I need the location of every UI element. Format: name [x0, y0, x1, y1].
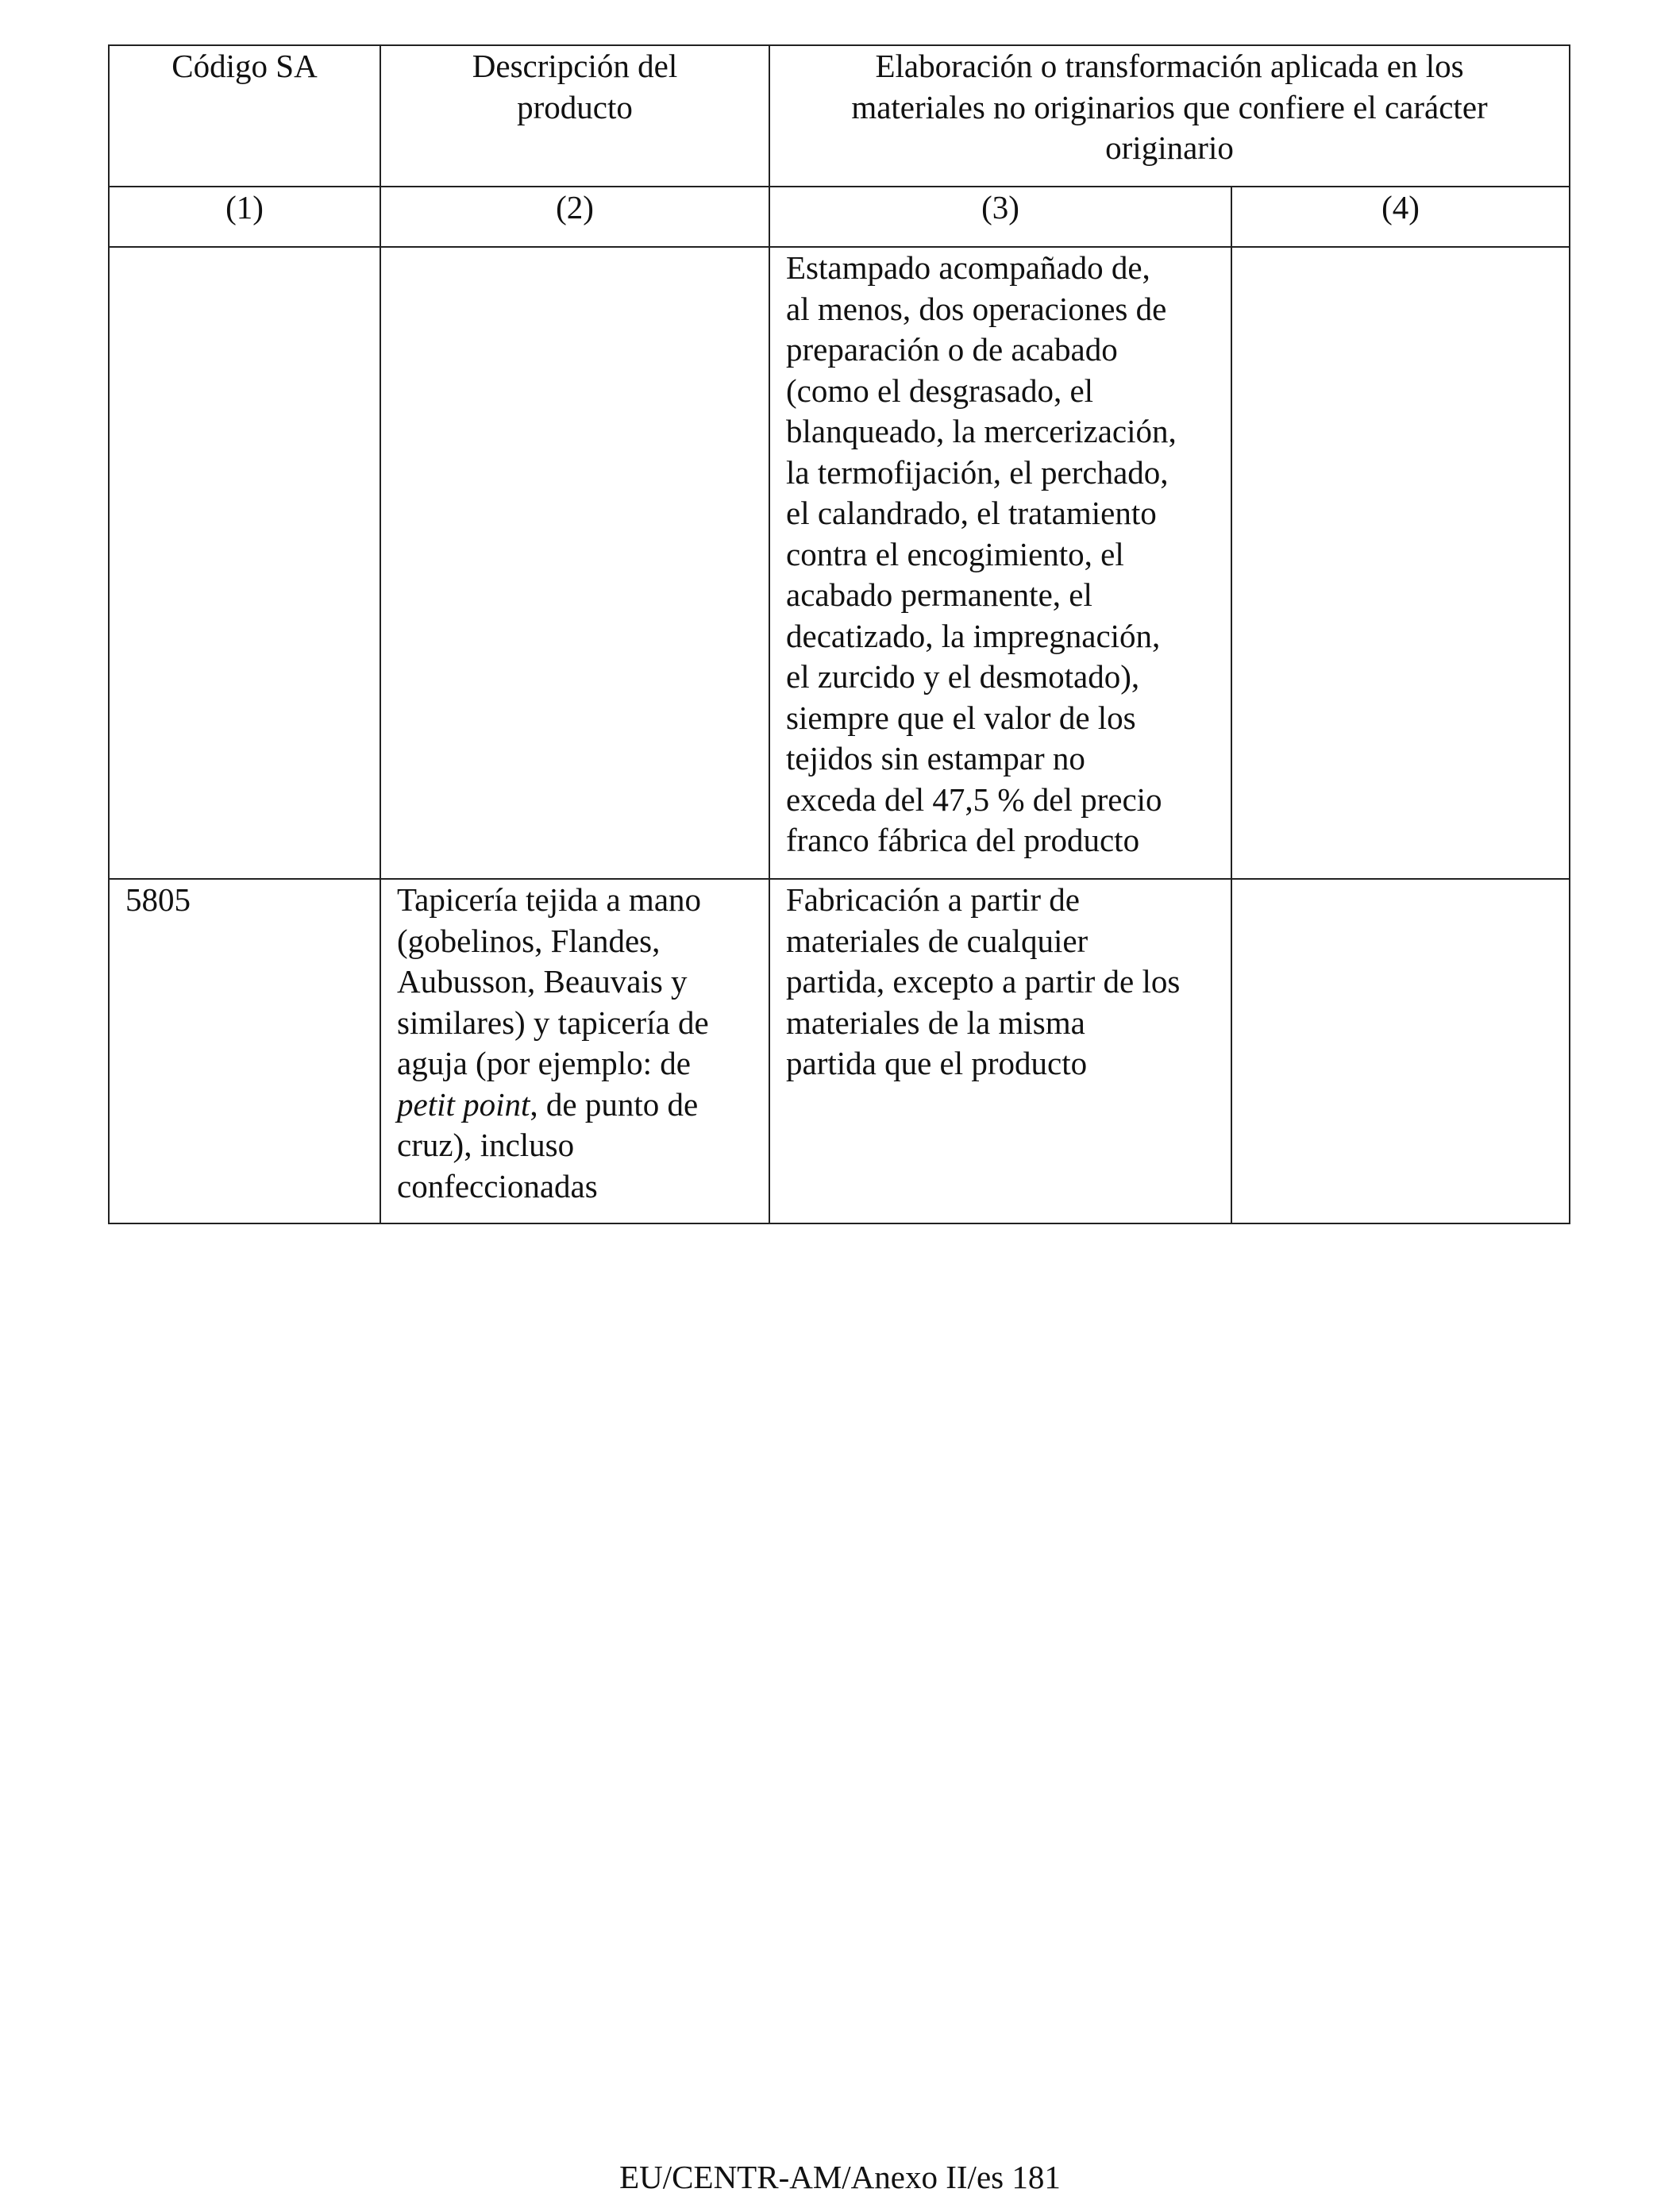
column-number-2: (2) — [380, 187, 769, 247]
cell-processing: Estampado acompañado de, al menos, dos operaciones de preparación o de acabado (como el desgrasado, el blanqueado, la mercerización, la termofijación, el perchado, el calandrado, el tratamiento contra el encogimiento, el acabado permanente, el decatizado, la impregnación, el zurcido y el desmotado), siempre que el valor de los tejidos sin estampar no exceda del 47,5 % del precio franco fábrica del producto — [769, 247, 1231, 879]
description-text: Tapicería tejida a mano (gobelinos, Flandes, Aubusson, Beauvais y similares) y tapicería de aguja (por ejemplo: de — [397, 881, 709, 1081]
cell-description — [380, 247, 769, 879]
header-hs-code: Código SA — [109, 45, 380, 187]
cell-alternative — [1231, 247, 1570, 879]
table-row — [109, 247, 1570, 879]
cell-processing: Fabricación a partir de materiales de cualquier partida, excepto a partir de los materiales de la misma partida que el producto — [769, 879, 1231, 1223]
page-footer-reference: EU/CENTR-AM/Anexo II/es 181 — [619, 2159, 1061, 2195]
description-italic-term: petit point — [397, 1085, 530, 1123]
column-number-4: (4) — [1231, 187, 1570, 247]
table-header-row — [109, 45, 1570, 187]
header-product-description: Descripción del producto — [380, 45, 769, 187]
cell-code: 5805 — [109, 879, 380, 1223]
column-number-3: (3) — [769, 187, 1231, 247]
table-row — [109, 879, 1570, 1223]
header-processing: Elaboración o transformación aplicada en los materiales no originarios que confiere el carácter originario — [769, 45, 1570, 187]
column-number-1: (1) — [109, 187, 380, 247]
origin-rules-table — [108, 44, 1570, 1224]
column-number-row — [109, 187, 1570, 247]
cell-alternative — [1231, 879, 1570, 1223]
cell-description — [380, 879, 769, 1223]
description-text-continued: , de punto de cruz), incluso confeccionadas — [397, 1085, 699, 1204]
cell-code — [109, 247, 380, 879]
